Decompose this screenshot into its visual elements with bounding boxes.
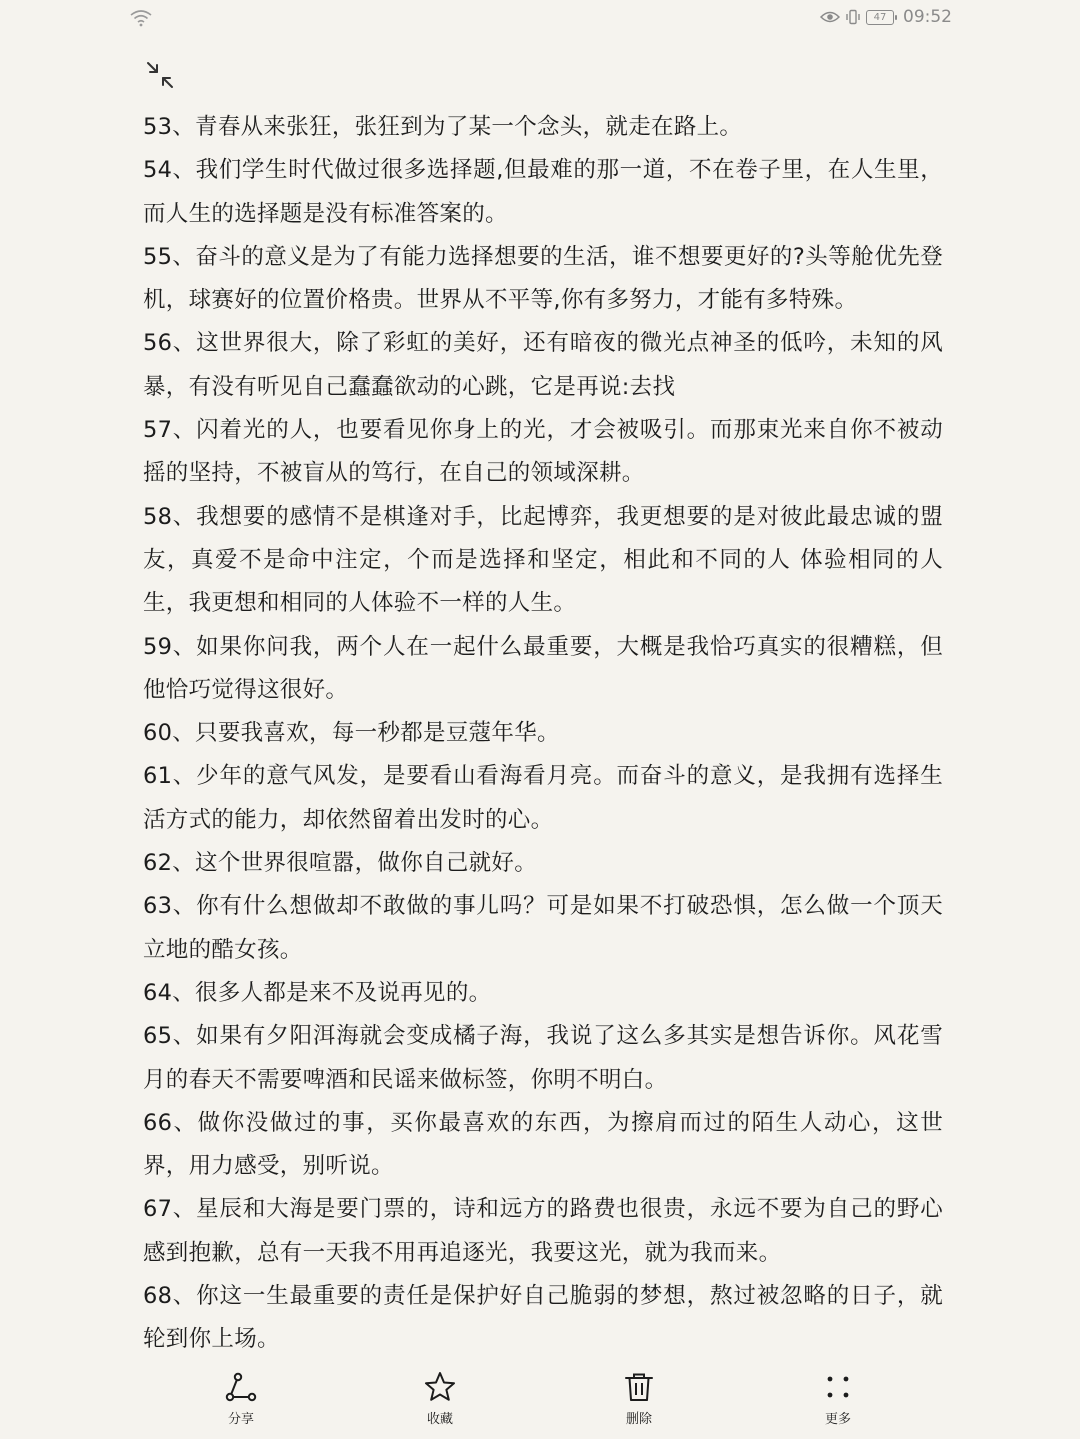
note-content[interactable] xyxy=(143,106,943,1362)
quote-item: 65、如果有夕阳洱海就会变成橘子海，我说了这么多其实是想告诉你。风花雪月的春天不需要啤酒和民谣来做标签，你明不明白。 xyxy=(143,1023,943,1093)
quote-item: 68、你这一生最重要的责任是保护好自己脆弱的梦想，熬过被忽略的日子，就轮到你上场。 xyxy=(143,1283,943,1353)
status-right xyxy=(820,7,952,27)
more-button[interactable] xyxy=(788,1370,888,1427)
collapse-arrows-icon xyxy=(145,60,175,90)
wifi-icon xyxy=(130,9,152,27)
quote-item: 57、闪着光的人，也要看见你身上的光，才会被吸引。而那束光来自你不被动摇的坚持，不被盲从的笃行，在自己的领域深耕。 xyxy=(143,417,943,487)
share-button[interactable] xyxy=(191,1370,291,1427)
quote-item: 67、星辰和大海是要门票的，诗和远方的路费也很贵，永远不要为自己的野心感到抱歉，总有一天我不用再追逐光，我要这光，就为我而来。 xyxy=(143,1196,943,1266)
status-bar xyxy=(0,0,1080,36)
quote-item: 61、少年的意气风发，是要看山看海看月亮。而奋斗的意义，是我拥有选择生活方式的能力，却依然留着出发时的心。 xyxy=(143,763,943,833)
quote-item: 56、这世界很大，除了彩虹的美好，还有暗夜的微光点神圣的低吟，未知的风暴，有没有听见自己蠢蠢欲动的心跳，它是再说:去找 xyxy=(143,330,943,400)
share-label: 分享 xyxy=(227,1412,254,1427)
vibrate-icon xyxy=(845,9,861,25)
battery-icon xyxy=(866,10,894,25)
status-time: 09:52 xyxy=(903,7,952,27)
quote-item: 62、这个世界很喧嚣，做你自己就好。 xyxy=(143,850,538,877)
more-label: 更多 xyxy=(824,1412,851,1427)
quote-item: 53、青春从来张狂，张狂到为了某一个念头，就走在路上。 xyxy=(143,114,743,140)
quote-item: 55、奋斗的意义是为了有能力选择想要的生活，谁不想要更好的?头等舱优先登机，球赛好的位置价格贵。世界从不平等,你有多努力，才能有多特殊。 xyxy=(143,243,943,314)
quote-item: 66、做你没做过的事，买你最喜欢的东西，为擦肩而过的陌生人动心，这世界，用力感受，别听说。 xyxy=(143,1109,943,1180)
delete-button[interactable] xyxy=(589,1370,689,1427)
share-icon xyxy=(224,1370,258,1404)
battery-level: 47 xyxy=(873,11,887,23)
star-icon xyxy=(423,1370,457,1404)
trash-icon xyxy=(622,1370,656,1404)
quote-item: 64、很多人都是来不及说再见的。 xyxy=(143,979,492,1006)
quote-item: 63、你有什么想做却不敢做的事儿吗？可是如果不打破恐惧，怎么做一个顶天立地的酷女孩。 xyxy=(143,893,943,963)
quote-item: 59、如果你问我，两个人在一起什么最重要，大概是我恰巧真实的很糟糕，但他恰巧觉得这很好。 xyxy=(143,633,943,703)
bottom-toolbar xyxy=(0,1370,1080,1439)
eye-icon xyxy=(820,10,840,24)
collapse-button[interactable] xyxy=(145,60,175,90)
quote-item: 54、我们学生时代做过很多选择题,但最难的那一道，不在卷子里，在人生里，而人生的选择题是没有标准答案的。 xyxy=(143,157,943,227)
quote-item: 60、只要我喜欢，每一秒都是豆蔻年华。 xyxy=(143,720,560,747)
more-dots-icon xyxy=(821,1370,855,1404)
favorite-label: 收藏 xyxy=(426,1412,453,1427)
favorite-button[interactable] xyxy=(390,1370,490,1427)
quote-item: 58、我想要的感情不是棋逢对手，比起博弈，我更想要的是对彼此最忠诚的盟友，真爱不是命中注定，个而是选择和坚定，相此和不同的人 体验相同的人生，我更想和相同的人体验不一样的人生。 xyxy=(143,503,943,617)
delete-label: 删除 xyxy=(625,1412,652,1427)
